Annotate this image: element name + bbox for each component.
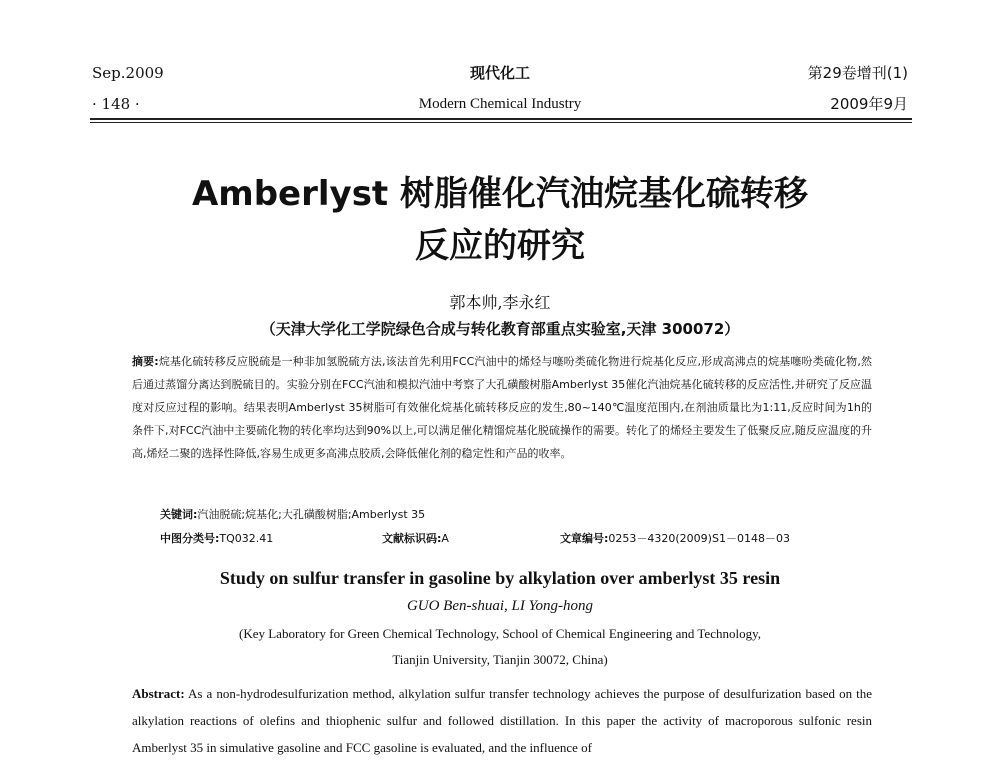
article-number-value: 0253－4320(2009)S1－0148－03 [608,532,790,545]
authors-cn: 郭本帅,李永红 [449,293,551,312]
abstract-en-label: Abstract: [132,686,185,701]
header-rule [90,118,912,120]
clc-label: 中图分类号: [160,532,220,545]
doc-code-value: A [441,532,449,545]
abstract-cn-text: 烷基化硫转移反应脱硫是一种非加氢脱硫方法,该法首先利用FCC汽油中的烯烃与噻吩类硫化物进行烷基化反应,形成高沸点的烷基噻吩类硫化物,然后通过蒸馏分离达到脱硫目的。实验分别在FCC汽油和模拟汽油中考察了大孔磺酸树脂Amberlyst 35催化汽油烷基化硫转移的反应活性,并研究了反应温度对反应过程的影响。结果表明Amberlyst 35树脂可有效催化烷基化硫转移反应的发生,80~140℃温度范围内,在剂油质量比为1:11,反应时间为1h的条件下,对FCC汽油中主要硫化物的转化率均达到90%以上,可以满足催化精馏烷基化脱硫操作的需要。转化了的烯烃主要发生了低聚反应,随反应温度的升高,烯烃二聚的选择性降低,容易生成更多高沸点胶质,会降低催化剂的稳定性和产品的收率。 [132,355,872,460]
header-journal-en: Modern Chemical Industry [418,96,582,112]
keywords-text: 汽油脱硫;烷基化;大孔磺酸树脂;Amberlyst 35 [197,508,426,521]
title-cn-line-1: Amberlyst 树脂催化汽油烷基化硫转移 [191,174,809,214]
affiliation-en-line-2: Tianjin University, Tianjin 30072, China) [392,652,608,667]
authors-en: GUO Ben-shuai, LI Yong-hong [406,598,594,614]
affiliation-en-line-1: (Key Laboratory for Green Chemical Technology, School of Chemical Engineering and Technology, [239,626,761,641]
abstract-cn [132,350,872,465]
abstract-cn-label: 摘要: [132,355,159,368]
header-page-number: · 148 · [92,95,140,113]
abstract-en [132,680,872,761]
title-cn-line-2: 反应的研究 [415,226,585,266]
keywords-cn [160,506,425,522]
header-volume: 第29卷增刊(1) [807,64,908,82]
title-en: Study on sulfur transfer in gasoline by alkylation over amberlyst 35 resin [219,568,781,588]
header-date: Sep.2009 [92,64,164,82]
header-pub-date: 2009年9月 [830,95,908,113]
clc-number [160,530,273,546]
abstract-en-text: As a non-hydrodesulfurization method, alkylation sulfur transfer technology achieves the purpose of desulfurization based on the alkylation reactions of olefins and thiophenic sulfur and followed distillation. In this paper the activity of macroporous sulfonic resin Amberlyst 35 in simulative gasoline and FCC gasoline is evaluated, and the influence of [132,686,872,755]
article-number [560,530,790,546]
affiliation-cn: （天津大学化工学院绿色合成与转化教育部重点实验室,天津 300072） [260,320,740,338]
header-journal-cn: 现代化工 [469,64,530,82]
document-code [382,530,449,546]
clc-value: TQ032.41 [219,532,274,545]
doc-code-label: 文献标识码: [382,532,442,545]
keywords-label: 关键词: [160,508,198,521]
article-number-label: 文章编号: [560,532,609,545]
header-rule-thin [90,122,912,123]
